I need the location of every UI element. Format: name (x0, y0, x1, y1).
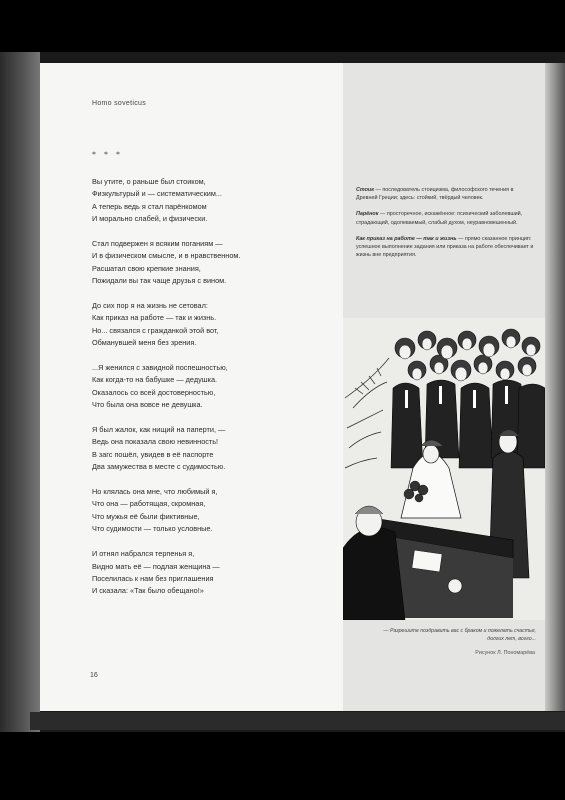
illustration-credit: Рисунок Л. Пономарёва (475, 650, 535, 656)
poem-stanza (92, 238, 332, 288)
glossary (356, 186, 534, 267)
wedding-illustration (343, 318, 545, 620)
poem-line: Но... связался с гражданкой этой вот, (92, 325, 219, 335)
glossary-entry (356, 210, 534, 226)
poem-line: Видно мать её — подлая женщина — (92, 561, 220, 571)
book-edge-bottom (30, 712, 565, 730)
poem-line: Но клялась она мне, что любимый я, (92, 487, 218, 497)
glossary-definition: — прямо сказанное принцип: успешное выполнение задания или приказа на работе обеспечивает и жизнь вне предприятия. (356, 235, 534, 259)
poem-stanza (92, 362, 332, 412)
poem-line: До сих пор я на жизнь не сетовал: (92, 301, 208, 311)
poem-line: Ведь она показала свою невинность! (92, 437, 219, 447)
poem-line: ...Я женился с завидной поспешностью, (92, 363, 228, 373)
poem-line: В загс пошёл, увидев в её паспорте (92, 449, 214, 459)
poem-line: Что была она вовсе не девушка. (92, 400, 203, 410)
poem-line: Что мужья её были фиктивные, (92, 511, 200, 521)
poem (92, 176, 332, 610)
poem-line: Физкультурый и — систематическим... (92, 189, 222, 199)
poem-line: Я был жалок, как нищий на паперти, — (92, 425, 226, 435)
poem-line: Как когда-то на бабушке — дедушка. (92, 375, 218, 385)
running-head: Homo soveticus (92, 100, 146, 107)
poem-line: Расшатал свою крепкие знания, (92, 263, 201, 273)
poem-stanza (92, 300, 332, 350)
poem-line: А теперь ведь я стал парёнкомом (92, 201, 207, 211)
glossary-term: Как приказ на работе — так и жизнь (356, 235, 457, 242)
glossary-term: Парёнок (356, 211, 379, 218)
page-gutter-shadow (545, 63, 565, 711)
poem-line: Два замужества в месте с судимостью. (92, 462, 226, 472)
glossary-term: Стоик (356, 187, 374, 193)
poem-line: Обманувшей меня без зрения. (92, 338, 197, 348)
poem-stanza (92, 486, 332, 536)
illustration-caption: — Разрешите поздравить вас с браком и пожелать счастья, долгих лет, всего... (383, 628, 536, 642)
page-number: 16 (90, 672, 98, 679)
poem-line: Как приказ на работе — так и жизнь. (92, 313, 217, 323)
section-stars: * * * (92, 150, 123, 159)
poem-line: Что судимости — только условные. (92, 524, 213, 534)
glossary-definition: — последователь стоицизма, философского течения в Древней Греции; здесь: стойкий, твёрдый человек. (356, 187, 514, 202)
poem-line: Что она — работящая, скромная, (92, 499, 206, 509)
poem-line: И сказала: «Так было обещано!» (92, 586, 204, 596)
poem-line: Стал подвержен я всяким поганиям — (92, 239, 223, 249)
glossary-entry (356, 186, 534, 202)
poem-stanza (92, 548, 332, 598)
poem-line: Поселилась к нам без приглашения (92, 573, 214, 583)
poem-line: И отнял набрался терпенья я, (92, 549, 195, 559)
poem-line: Пожидали вы так чаще друзья с вином. (92, 276, 227, 286)
poem-line: Вы утите, о раньше был стоиком, (92, 177, 206, 186)
glossary-entry (356, 235, 534, 260)
poem-stanza (92, 176, 332, 226)
glossary-definition: — просторечное, искажённое: психический заболевший, страдающий, одолеваемый, слабый духом, неуравновешенный. (356, 211, 523, 226)
wedding-scene-drawing (343, 318, 545, 620)
poem-line: И морально слабей, и физически. (92, 214, 208, 224)
poem-stanza (92, 424, 332, 474)
poem-line: И в физическом смысле, и в нравственном. (92, 251, 241, 261)
book-edge-left (0, 52, 40, 732)
poem-line: Оказалось со всей достоверностью, (92, 387, 216, 397)
